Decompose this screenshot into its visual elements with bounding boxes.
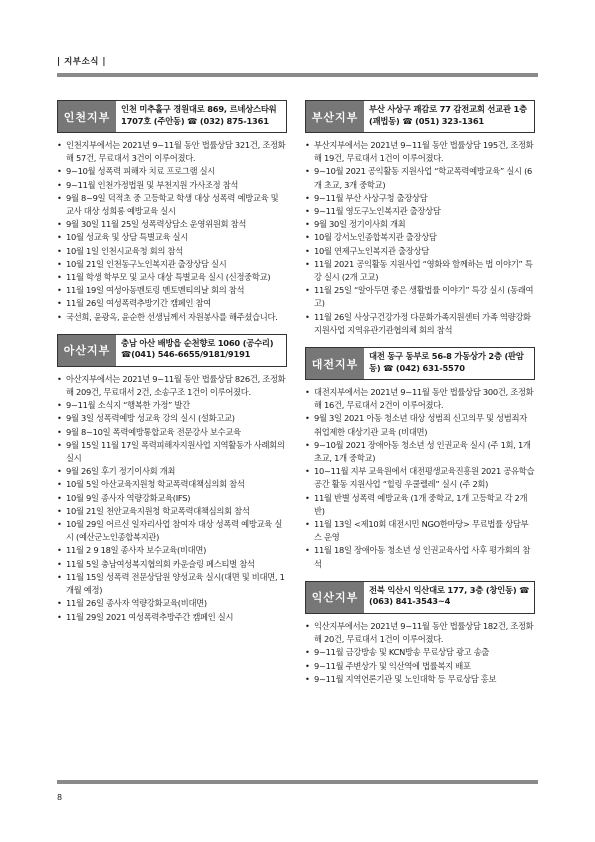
activity-item: • 10월 29일 어르신 일자리사업 참여자 대상 성폭력 예방교육 실시 (예산군노인종합복지관)	[57, 518, 287, 544]
branch-section-busan	[305, 100, 535, 337]
activity-item: • 9~11월 소식지 “행복한 가정” 발간	[57, 399, 287, 412]
branch-address: 충남 아산 배방읍 순천향로 1060 (공수리) ☎(041) 546-6655/9181/9191	[121, 337, 274, 360]
activity-item: • 11월 반별 성폭력 예방교육 (1개 중학교, 1개 고등학교 각 2개 반)	[305, 492, 535, 518]
activity-item: • 9~11월 지역언론기관 및 노인대학 등 무료상담 홍보	[305, 673, 535, 686]
activity-item: • 11월 29일 2021 여성폭력추방주간 캠페인 실시	[57, 611, 287, 624]
activity-item: • 10월 5일 아산교육지원청 학교폭력대책심의회 참석	[57, 478, 287, 491]
branch-header-box	[57, 100, 287, 133]
activity-item: • 9~10월 2021 장애아동 청소년 성 인권교육 실시 (주 1회, 1개 초교, 1개 중학교)	[305, 439, 535, 465]
right-column	[305, 100, 535, 696]
activity-item: • 11월 5일 충남여성복지협의회 카운슬링 페스티벌 참석	[57, 558, 287, 571]
left-column	[57, 100, 287, 634]
activity-item: • 9월 15일 11월 17일 폭력피해자지원사업 지역활동가 사례회의 실시	[57, 439, 287, 465]
activity-item: • 11월 18일 장애아동 청소년 성 인권교육사업 사후 평가회의 참석	[305, 544, 535, 570]
top-divider	[57, 73, 538, 77]
activity-item: • 대전지부에서는 2021년 9~11월 동안 법률상담 300건, 조정화해 16건, 무료대서 2건이 이루어졌다.	[305, 386, 535, 412]
activity-item: • 부산지부에서는 2021년 9~11월 동안 법률상담 195건, 조정화해 19건, 무료대서 1건이 이루어졌다.	[305, 139, 535, 165]
branch-header-box	[305, 581, 535, 614]
activity-item: • 10월 21일 인천동구노인복지관 출장상담 실시	[57, 258, 287, 271]
activity-item: • 인천지부에서는 2021년 9~11월 동안 법률상담 321건, 조정화해 57건, 무료대서 3건이 이루어졌다.	[57, 139, 287, 165]
activity-item: • 국선희, 윤광옥, 윤순한 선생님께서 자원봉사를 해주셨습니다.	[57, 311, 287, 324]
activity-item: • 10월 성교육 및 상담 특별교육 실시	[57, 231, 287, 244]
activity-list	[305, 386, 535, 571]
activity-item: • 9~10월 성폭력 피해자 치료 프로그램 실시	[57, 165, 287, 178]
bottom-divider	[57, 780, 538, 784]
activity-item: • 9월 8~10일 폭력예방통합교육 전문강사 보수교육	[57, 426, 287, 439]
activity-item: • 9월 30일 11월 25일 성폭력상담소 운영위원회 참석	[57, 218, 287, 231]
branch-name-tag: 익산지부	[306, 582, 364, 613]
activity-item: • 11월 25일 “알아두면 좋은 생활법률 이야기” 특강 실시 (동래여고)	[305, 284, 535, 310]
activity-item: • 11월 2 9 18일 종사자 보수교육(비대면)	[57, 544, 287, 557]
activity-item: • 11월 15일 성폭력 전문상담원 양성교육 실시(대면 및 비대면, 1개월 예정)	[57, 571, 287, 597]
branch-header-box	[57, 334, 287, 367]
activity-item: • 9~11월 금강방송 및 KCN방송 무료상담 광고 송출	[305, 646, 535, 659]
branch-name-tag: 아산지부	[58, 335, 116, 366]
branch-header-box	[305, 347, 535, 380]
activity-item: • 9~11월 영도구노인복지관 출장상담	[305, 205, 535, 218]
activity-item: • 11월 학생 학부모 및 교사 대상 특별교육 실시 (신정중학교)	[57, 271, 287, 284]
activity-item: • 익산지부에서는 2021년 9~11월 동안 법률상담 182건, 조정화해 20건, 무료대서 1건이 이루어졌다.	[305, 620, 535, 646]
branch-section-iksan	[305, 581, 535, 686]
activity-item: • 11월 26일 여성폭력추방기간 캠페인 참여	[57, 297, 287, 310]
branch-name-tag: 대전지부	[306, 348, 364, 379]
activity-item: • 11월 26일 사상구건강가정 다문화가족지원센터 가족 역량강화 지원사업 지역유관기관협의체 회의 참석	[305, 311, 535, 337]
activity-item: • 9~10월 2021 공익활동 지원사업 “학교폭력예방교육” 실시 (6개 초교, 3개 중학교)	[305, 165, 535, 191]
branch-section-daejeon	[305, 347, 535, 571]
activity-item: • 11월 2021 공익활동 지원사업 “영화와 함께하는 법 이야기” 특강 실시 (2개 고교)	[305, 258, 535, 284]
activity-item: • 10월 연제구노인복지관 출장상담	[305, 245, 535, 258]
activity-item: • 9~11월 인천가정법원 및 부천지원 가사조정 참석	[57, 179, 287, 192]
activity-item: • 9월 8~9일 덕적초 중 고등학교 학생 대상 성폭력 예방교육 및 교사 대상 성희롱 예방교육 실시	[57, 192, 287, 218]
branch-name-tag: 부산지부	[306, 101, 364, 132]
activity-item: • 11월 13일 <제10회 대전시민 NGO한마당> 무료법률 상담부스 운영	[305, 518, 535, 544]
branch-header-box	[305, 100, 535, 133]
activity-item: • 9월 3일 성폭력예방 성교육 강의 실시 (설화고교)	[57, 412, 287, 425]
activity-list	[305, 139, 535, 337]
activity-item: • 9~11월 부산 사상구청 출장상담	[305, 192, 535, 205]
activity-item: • 10~11월 지부 교육원에서 대전평생교육진흥원 2021 공유학습공간 활동 지원사업 “힐링 우쿨렐레” 실시 (주 2회)	[305, 465, 535, 491]
branch-section-asan	[57, 334, 287, 624]
activity-item: • 10월 9일 종사자 역량강화교육(IFS)	[57, 492, 287, 505]
activity-list	[57, 139, 287, 324]
activity-item: • 11월 19일 여성아동멘토링 멘토멘티의날 회의 참석	[57, 284, 287, 297]
branch-address: 인천 미추홀구 경원대로 869, 르네상스타워 1707호 (주안동) ☎ (032) 875-1361	[121, 104, 277, 126]
activity-list	[57, 373, 287, 624]
branch-section-incheon	[57, 100, 287, 324]
activity-item: • 9월 30일 정기이사회 개최	[305, 218, 535, 231]
branch-address: 부산 사상구 괘감로 77 감전교회 선교관 1층 (괘법동) ☎ (051) 323-1361	[369, 104, 527, 126]
activity-list	[305, 620, 535, 686]
activity-item: • 9월 26일 후기 정기이사회 개최	[57, 465, 287, 478]
activity-item: • 10월 21일 천안교육지원청 학교폭력대책심의회 참석	[57, 505, 287, 518]
branch-address: 전북 익산시 익산대로 177, 3층 (창인동) ☎ (063) 841-3543~4	[369, 584, 530, 607]
branch-name-tag: 인천지부	[58, 101, 116, 132]
activity-item: • 9~11월 주변상가 및 익산역에 법률복지 배포	[305, 660, 535, 673]
page-number: 8	[57, 793, 63, 802]
activity-item: • 아산지부에서는 2021년 9~11월 동안 법률상담 826건, 조정화해 209건, 무료대서 2건, 소송구조 1건이 이루어졌다.	[57, 373, 287, 399]
branch-address: 대전 동구 동부로 56-8 가동상가 2층 (판암동) ☎ (042) 631-5570	[369, 351, 524, 373]
section-header: | 지부소식 |	[57, 57, 106, 67]
activity-item: • 11월 26일 종사자 역량강화교육(비대면)	[57, 597, 287, 610]
activity-item: • 9월 3일 2021 아동 청소년 대상 성범죄 신고의무 및 성범죄자 취업제한 대상기관 교육 (비대면)	[305, 412, 535, 438]
activity-item: • 10월 강서노인종합복지관 출장상담	[305, 231, 535, 244]
activity-item: • 10월 1일 인천시교육청 회의 참석	[57, 245, 287, 258]
